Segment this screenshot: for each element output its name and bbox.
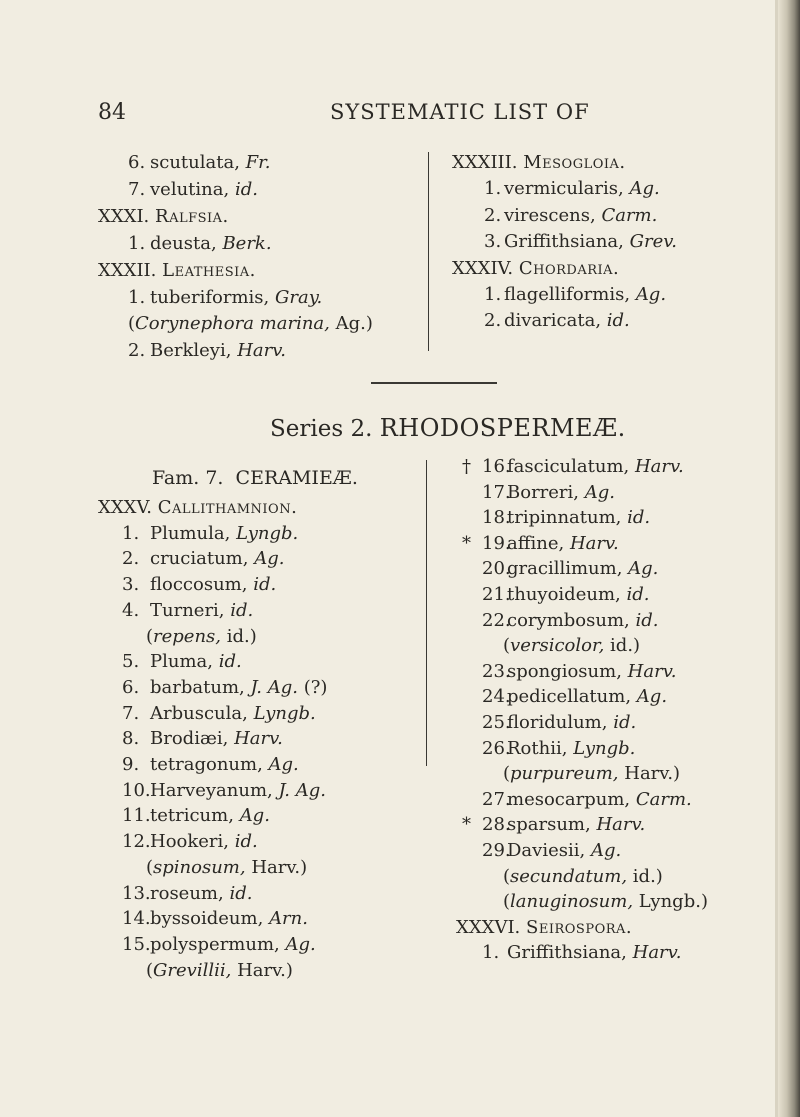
species-number: 22. [482, 609, 511, 631]
species-authority: id. [230, 599, 254, 621]
species-name: floccosum, [150, 574, 248, 596]
series-heading [270, 414, 626, 442]
species-number: 3. [122, 574, 140, 596]
species-entry [150, 780, 326, 801]
synonym-authority: id.) [610, 635, 641, 657]
species-authority: J. Ag. [278, 779, 326, 801]
species-number: 1. [128, 286, 146, 308]
species-entry [507, 482, 615, 503]
synonym-open-paren: ( [503, 763, 511, 785]
family-name: CERAMIEÆ. [235, 467, 358, 489]
species-authority: id. [627, 507, 651, 529]
species-authority: Ag. [285, 933, 316, 955]
species-name: tripinnatum, [507, 507, 622, 529]
species-authority: Ag. [584, 481, 615, 503]
genus-number: XXXV. [98, 497, 153, 518]
species-entry [507, 789, 692, 810]
species-mark: † [462, 456, 471, 477]
species-entry [150, 754, 299, 775]
species-number: 8. [122, 728, 140, 750]
species-entry [150, 677, 327, 698]
species-authority: Lyngb. [236, 522, 299, 544]
species-number: 2. [484, 204, 502, 226]
species-number: 7. [122, 702, 140, 724]
species-entry [150, 883, 252, 904]
species-name: Berkleyi, [150, 340, 232, 362]
species-number: 9. [122, 754, 140, 775]
genus-heading [452, 152, 626, 173]
species-authority: Gray. [274, 286, 323, 308]
species-name: deusta, [150, 232, 217, 254]
species-name: tetricum, [150, 805, 234, 827]
species-entry [507, 840, 621, 861]
species-entry [150, 600, 253, 621]
species-number: 28. [482, 814, 511, 836]
synonym-open-paren: ( [146, 856, 154, 878]
genus-name: Seirospora. [526, 916, 633, 938]
species-entry [507, 686, 667, 707]
species-name: Harveyanum, [150, 779, 273, 801]
species-entry [507, 738, 635, 759]
species-note: (?) [303, 676, 328, 698]
species-entry [507, 661, 676, 682]
species-number: 3. [484, 231, 502, 253]
species-name: gracillimum, [507, 558, 623, 580]
species-entry [150, 728, 283, 749]
species-authority: Lyngb. [573, 737, 636, 759]
species-number: 1. [484, 284, 502, 305]
synonym-entry [503, 891, 708, 912]
species-number: 5. [122, 651, 140, 673]
species-name: Griffithsiana, [507, 942, 627, 964]
species-number: 21. [482, 584, 511, 605]
species-number: 1. [128, 232, 146, 254]
species-mark: * [462, 532, 471, 554]
genus-name: Mesogloia. [523, 152, 626, 173]
species-name: thuyoideum, [507, 584, 621, 605]
genus-number: XXXIV. [452, 257, 514, 279]
species-number: 17. [482, 481, 511, 503]
species-number: 7. [128, 178, 146, 200]
synonym-open-paren: ( [146, 959, 154, 981]
synonym-name: Grevillii, [153, 959, 232, 981]
species-authority: Ag. [635, 284, 667, 305]
species-entry [507, 558, 658, 579]
species-number: 13. [122, 882, 151, 904]
species-entry [150, 908, 308, 929]
genus-name: Chordaria. [518, 257, 620, 279]
species-entry [507, 942, 681, 963]
species-number: 6. [128, 152, 146, 173]
species-authority: id. [253, 574, 277, 596]
species-name: Pluma, [150, 651, 213, 673]
synonym-entry [503, 635, 640, 656]
species-name: Arbuscula, [150, 702, 248, 724]
species-authority: Carm. [601, 204, 658, 226]
species-authority: Fr. [245, 152, 271, 173]
species-authority: id. [234, 178, 258, 200]
species-name: velutina, [150, 178, 230, 200]
synonym-name: repens, [153, 625, 222, 647]
species-name: flagelliformis, [504, 284, 631, 305]
species-entry [504, 231, 677, 252]
genus-name: Leathesia. [162, 259, 256, 281]
species-number: 6. [122, 676, 140, 698]
series-label: Series 2. [270, 416, 373, 442]
species-mark: * [462, 814, 471, 836]
genus-name: Ralfsia. [155, 205, 229, 227]
species-authority: Lyngb. [253, 702, 316, 724]
synonym-open-paren: ( [503, 635, 511, 657]
species-number: 12. [122, 831, 151, 853]
species-name: affine, [507, 532, 565, 554]
species-name: corymbosum, [507, 609, 630, 631]
synonym-name: purpureum, [510, 763, 619, 785]
species-entry [150, 233, 272, 254]
species-authority: Harv. [596, 814, 646, 836]
synonym-authority: id.) [226, 625, 257, 647]
species-number: 29. [482, 840, 511, 861]
genus-heading [98, 260, 256, 281]
genus-heading [452, 258, 619, 279]
species-name: barbatum, [150, 676, 245, 698]
species-authority: Harv. [569, 532, 619, 554]
species-entry [507, 456, 684, 477]
species-authority: id. [229, 882, 253, 904]
genus-heading [98, 497, 297, 518]
species-entry [150, 574, 276, 595]
species-number: 25. [482, 712, 511, 733]
section-rule [371, 382, 497, 384]
species-number: 27. [482, 788, 511, 810]
species-name: Brodiæi, [150, 728, 229, 750]
species-authority: Harv. [627, 660, 677, 682]
genus-heading [98, 206, 229, 227]
species-number: 19. [482, 532, 511, 554]
species-authority: Carm. [635, 788, 692, 810]
species-name: mesocarpum, [507, 788, 631, 810]
species-number: 1. [482, 942, 500, 964]
species-entry [150, 934, 316, 955]
species-authority: Arn. [269, 908, 308, 930]
species-number: 26. [482, 737, 511, 759]
species-entry [507, 584, 650, 605]
species-authority: id. [635, 609, 659, 631]
species-entry [507, 507, 650, 528]
species-entry [150, 548, 284, 569]
synonym-open-paren: ( [503, 891, 511, 913]
species-name: Rothii, [507, 737, 568, 759]
species-name: tetragonum, [150, 754, 263, 775]
species-entry [150, 523, 298, 544]
synonym-authority: Ag.) [335, 313, 373, 335]
synonym-name: versicolor, [510, 635, 605, 657]
column-divider-bottom [426, 460, 427, 766]
species-entry [150, 805, 270, 826]
species-authority: Ag. [254, 548, 285, 570]
synonym-name: lanuginosum, [510, 891, 634, 913]
column-divider-top [428, 152, 429, 351]
synonym-open-paren: ( [503, 865, 511, 887]
species-entry [150, 703, 316, 724]
species-authority: id. [234, 831, 258, 853]
species-number: 14. [122, 908, 151, 930]
species-authority: Harv. [237, 340, 286, 362]
species-number: 1. [484, 178, 502, 200]
species-name: Plumula, [150, 522, 231, 544]
genus-number: XXXIII. [452, 152, 518, 173]
species-authority: Harv. [634, 456, 684, 477]
synonym-authority: Harv.) [624, 763, 681, 785]
species-name: spongiosum, [507, 660, 622, 682]
synonym-entry [128, 313, 373, 334]
species-authority: Ag. [629, 178, 660, 200]
synonym-open-paren: ( [146, 625, 154, 647]
species-authority: id. [606, 310, 630, 332]
species-number: 2. [122, 548, 140, 570]
species-entry [504, 310, 630, 331]
species-name: floridulum, [507, 712, 608, 733]
species-authority: Harv. [632, 942, 682, 964]
species-entry [507, 610, 659, 631]
synonym-authority: Harv.) [251, 856, 308, 878]
species-authority: Ag. [239, 805, 270, 827]
genus-number: XXXVI. [456, 916, 521, 938]
species-authority: Grev. [629, 231, 678, 253]
synonym-name: spinosum, [153, 856, 246, 878]
species-number: 2. [484, 310, 502, 332]
species-entry [150, 179, 258, 200]
species-authority: Harv. [234, 728, 283, 750]
species-name: Turneri, [150, 599, 225, 621]
synonym-entry [503, 763, 680, 784]
species-entry [150, 287, 322, 308]
synonym-name: Corynephora marina, [135, 313, 330, 335]
species-entry [507, 712, 636, 733]
species-name: byssoideum, [150, 908, 264, 930]
species-number: 2. [128, 340, 146, 362]
species-entry [150, 340, 286, 361]
species-name: sparsum, [507, 814, 591, 836]
species-authority: Ag. [628, 558, 659, 580]
species-name: divaricata, [504, 310, 602, 332]
synonym-authority: Harv.) [237, 959, 293, 981]
species-name: pedicellatum, [507, 686, 632, 708]
synonym-entry [146, 857, 307, 878]
page-title: SYSTEMATIC LIST OF [330, 100, 590, 124]
species-name: tuberiformis, [150, 286, 270, 308]
family-label: Fam. 7. [152, 467, 224, 489]
species-name: scutulata, [150, 152, 240, 173]
species-entry [504, 178, 660, 199]
page-number: 84 [98, 100, 126, 125]
species-name: fasciculatum, [507, 456, 630, 477]
species-number: 10. [122, 779, 151, 801]
species-name: roseum, [150, 882, 224, 904]
species-number: 4. [122, 599, 140, 621]
species-entry [507, 533, 619, 554]
species-number: 15. [122, 933, 151, 955]
species-authority: id. [626, 584, 650, 605]
synonym-entry [146, 960, 293, 981]
species-number: 18. [482, 507, 511, 529]
synonym-name: secundatum, [510, 865, 628, 887]
species-entry [504, 284, 666, 305]
synonym-entry [503, 866, 663, 887]
species-name: Hookeri, [150, 831, 230, 853]
species-authority: J. Ag. [250, 676, 298, 698]
species-name: Griffithsiana, [504, 231, 624, 253]
species-number: 20. [482, 558, 511, 580]
species-authority: Berk. [222, 232, 272, 254]
synonym-authority: id.) [632, 865, 663, 887]
species-authority: id. [218, 651, 242, 673]
species-entry [150, 831, 258, 852]
species-name: vermicularis, [504, 178, 624, 200]
species-name: Borreri, [507, 481, 580, 503]
species-entry [150, 651, 242, 672]
species-authority: Ag. [590, 840, 622, 861]
species-authority: Ag. [636, 686, 668, 708]
species-number: 1. [122, 522, 140, 544]
genus-heading [456, 917, 632, 938]
species-authority: id. [613, 712, 637, 733]
species-name: polyspermum, [150, 933, 280, 955]
synonym-entry [146, 626, 257, 647]
family-heading [152, 467, 358, 489]
species-number: 24. [482, 686, 511, 708]
book-binding-edge [778, 0, 800, 1117]
species-number: 16. [482, 456, 511, 477]
species-number: 11. [122, 805, 151, 827]
species-authority: Ag. [268, 754, 299, 775]
species-entry [504, 205, 657, 226]
species-name: virescens, [504, 204, 596, 226]
species-entry [150, 152, 271, 173]
genus-number: XXXII. [98, 259, 157, 281]
species-entry [507, 814, 645, 835]
synonym-open-paren: ( [128, 313, 136, 335]
species-name: Daviesii, [507, 840, 586, 861]
series-name: RHODOSPERMEÆ. [379, 414, 626, 442]
species-name: cruciatum, [150, 548, 249, 570]
species-number: 23. [482, 660, 511, 682]
genus-number: XXXI. [98, 205, 150, 227]
genus-name: Callithamnion. [157, 497, 298, 518]
synonym-authority: Lyngb.) [638, 891, 708, 913]
